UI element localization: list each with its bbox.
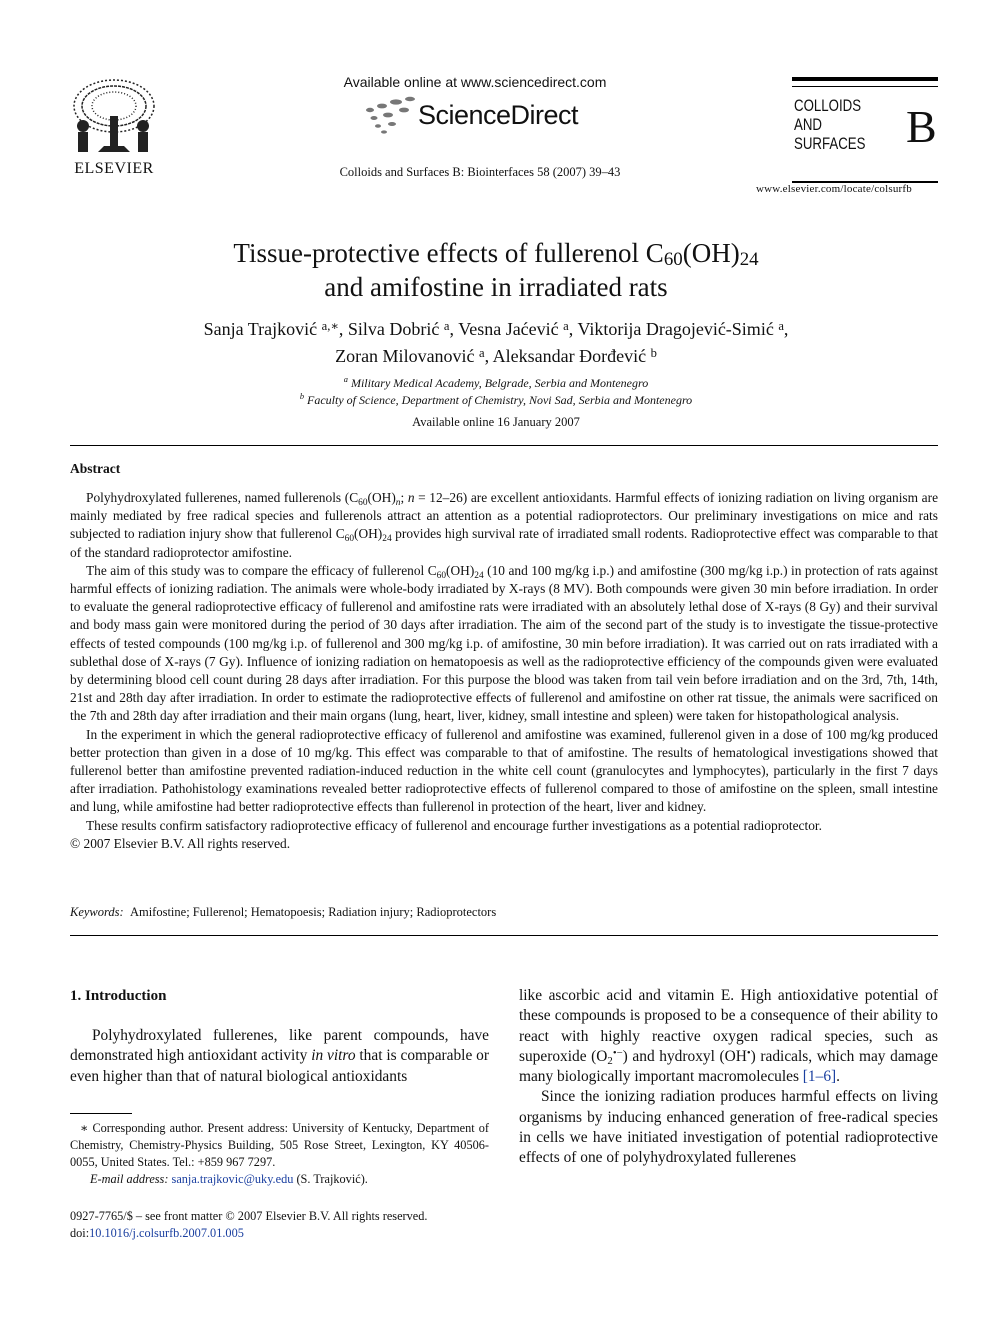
author-name[interactable]: Sanja Trajković — [203, 319, 318, 339]
author-name[interactable]: Silva Dobrić — [347, 319, 440, 339]
abstract-paragraph-2: The aim of this study was to compare the efficacy of fullerenol $C_{60}(OH)_{24}$ (10 and 100 mg/kg i.p.) and amifostine (300 mg/kg i.p.) in protection of rats against harmful effects of ionizing radiation. The animals were whole-body irradiated by X-rays (8 MV). Both compounds were given 30 min before irradiation. In order to evaluate the general radioprotective efficacy of fullerenol and amifostine rats were irradiated with an absolutely lethal dose of X-rays (8 Gy) and their survival and body mass gain were monitored during the period of 30 days after irradiation. The aim of the second part of the study is to investigate the tissue-protective effects of tested compounds (100 mg/kg i.p. of fullerenol and 300 mg/kg i.p. of amifostine, 30 min before irradiation). It was carried out on rats irradiated with a sublethal dose of X-rays (7 Gy). Influence of ionizing radiation on hematopoesis as well as the radioprotective efficiency of the compounds given were evaluated by determining blood cell count during 28 days after irradiation. For this purpose the blood was taken from tail vein before irradiation and on the 3rd, 7th, 14th, 21st and 28th day after irradiation. In order to estimate the radioprotective effects of fullerenol and amifostine on other rat tissue, the animals were sacrificed on the 7th and 28th day after irradiation and their main organs (lung, heart, liver, kidney, small intestine and spleen) were taken for histopathological analysis. — [70, 562, 938, 724]
issn-line: 0927-7765/$ – see front matter © 2007 Elsevier B.V. All rights reserved. — [70, 1209, 428, 1223]
author-affiliation-mark[interactable]: a — [778, 319, 784, 333]
author-affiliation-mark[interactable]: a,∗ — [321, 319, 339, 333]
journal-logo-letter: B — [906, 101, 937, 152]
citation-link[interactable]: [1–6] — [802, 1068, 837, 1086]
author-name[interactable]: Aleksandar Đorđević — [492, 346, 647, 366]
sciencedirect-wordmark: ScienceDirect — [418, 100, 579, 130]
authors-line-1: Sanja Trajković $^{a,∗}$, Silva Dobrić $^a$, Vesna Jaćević $^a$, Viktorija Dragojević-Simić $^a$, — [203, 319, 789, 339]
footnote-rule — [70, 1113, 132, 1114]
intro-right-column — [519, 986, 938, 1169]
abstract-top-rule — [70, 445, 938, 446]
authors-line-2: Zoran Milovanović $^a$, Aleksandar Đorđević $^b$ — [335, 346, 657, 366]
abstract-body — [70, 489, 938, 853]
author-name[interactable]: Vesna Jaćević — [458, 319, 559, 339]
author-name[interactable]: Viktorija Dragojević-Simić — [577, 319, 774, 339]
keywords-label: Keywords: — [70, 905, 124, 919]
doi-link[interactable]: 10.1016/j.colsurfb.2007.01.005 — [89, 1226, 244, 1240]
keywords — [70, 905, 938, 920]
author-affiliation-mark[interactable]: b — [650, 346, 657, 360]
author-affiliation-mark[interactable]: a — [443, 319, 450, 333]
affiliation-b: $^b$ Faculty of Science, Department of Chemistry, Novi Sad, Serbia and Montenegro — [299, 392, 693, 407]
journal-logo-mid-rule — [792, 86, 938, 87]
author-name[interactable]: Zoran Milovanović — [335, 346, 475, 366]
email-link[interactable]: sanja.trajkovic@uky.edu — [171, 1172, 294, 1186]
affiliation-a: $^a$ Military Medical Academy, Belgrade, Serbia and Montenegro — [343, 375, 649, 390]
author-affiliation-mark[interactable]: a — [563, 319, 569, 333]
keywords-list: Amifostine; Fullerenol; Hematopoesis; Radiation injury; Radioprotectors — [129, 905, 497, 919]
keywords-bottom-rule — [70, 935, 938, 936]
author-affiliation-mark[interactable]: a — [479, 346, 485, 360]
journal-citation: Colloids and Surfaces B: Biointerfaces 58 (2007) 39–43 — [339, 165, 621, 179]
copyright-notice: © 2007 Elsevier B.V. All rights reserved. — [70, 835, 291, 851]
doi-line: doi:10.1016/j.colsurfb.2007.01.005 — [70, 1226, 244, 1240]
sciencedirect-dots-icon — [360, 96, 420, 136]
abstract-paragraph-3: In the experiment in which the general radioprotective efficacy of fullerenol and amifostine was examined, fullerenol given in a dose of 100 mg/kg produced better protection than given in a dose of 10 mg/kg. This effect was comparable to that of amifostine. The results of hematological investigations showed that fullerenol better than amifostine prevented radiation-induced reduction in the white cell count (granulocytes and lymphocytes), particularly in the first 7 days after irradiation. Pathohistology examinations revealed better radioprotective effects of fullerenol compared to those of amifostine on the spleen, small intestine and lung, while amifostine had better radioprotective effects than fullerenol in protection of the heart, liver and kidney. — [70, 726, 938, 815]
available-online-date: Available online 16 January 2007 — [412, 415, 580, 429]
article-title: Tissue-protective effects of fullerenol $C_{60}(OH)_{24}$ and amifostine in irradiated rats — [233, 238, 759, 302]
author-list — [100, 316, 892, 370]
journal-url-link[interactable]: www.elsevier.com/locate/colsurfb — [756, 183, 912, 195]
journal-logo-top-rule — [792, 77, 938, 81]
abstract-heading: Abstract — [70, 461, 121, 476]
available-online-banner[interactable]: Available online at www.sciencedirect.com — [343, 74, 607, 90]
abstract-paragraph-1: Polyhydroxylated fullerenes, named fullerenols ($C_{60}(OH)_n$; n = 12–26) are excellent antioxidants. Harmful effects of ionizing radiation on living organism are mainly mediated by free radical species and fullerenols attract an attention as a potential radioprotectors. Our preliminary investigations on mice and rats subjected to radiation injury show that fullerenol $C_{60}(OH)_{24}$ provides high survival rate of irradiated small rodents. Radioprotective effect was comparable to that of the standard radioprotector amifostine. — [70, 490, 939, 560]
elsevier-wordmark: ELSEVIER — [74, 160, 154, 177]
intro-paragraph-continued: like ascorbic acid and vitamin E. High antioxidative potential of these compounds is proposed to be a consequence of their ability to react with highly reactive oxygen radical species, such as superoxide $(O_2^{•-})$ and hydroxyl (OH•) radicals, which may damage many biologically important macromolecules [1–6]. — [519, 987, 938, 1086]
section-heading-introduction: 1. Introduction — [70, 988, 167, 1004]
intro-left-column: Polyhydroxylated fullerenes, like parent compounds, have demonstrated high antioxidant activity in vitro that is comparable or even higher than that of natural biological antioxidants — [70, 1027, 489, 1085]
intro-paragraph-2: Since the ionizing radiation produces harmful effects on living organisms by inducing enhanced generation of free-radical species in cells we have initiated investigation of potential radioprotective effects of one of polyhydroxylated fullerenes — [519, 1088, 938, 1167]
journal-logo-wordmark: COLLOIDS AND SURFACES — [794, 96, 866, 153]
abstract-paragraph-4: These results confirm satisfactory radioprotective efficacy of fullerenol and encourage further investigations as a potential radioprotector. — [86, 817, 822, 833]
corresponding-author-footnote: ∗ Corresponding author. Present address: University of Kentucky, Department of Chemistry, Chemistry-Physics Building, 505 Rose Street, Lexington, KY 40506-0055, United States. Tel.: +859 967 7297. E-mail address: sanja.trajkovic@uky.edu (S. Trajković). — [70, 1121, 489, 1186]
front-matter — [70, 1208, 490, 1242]
